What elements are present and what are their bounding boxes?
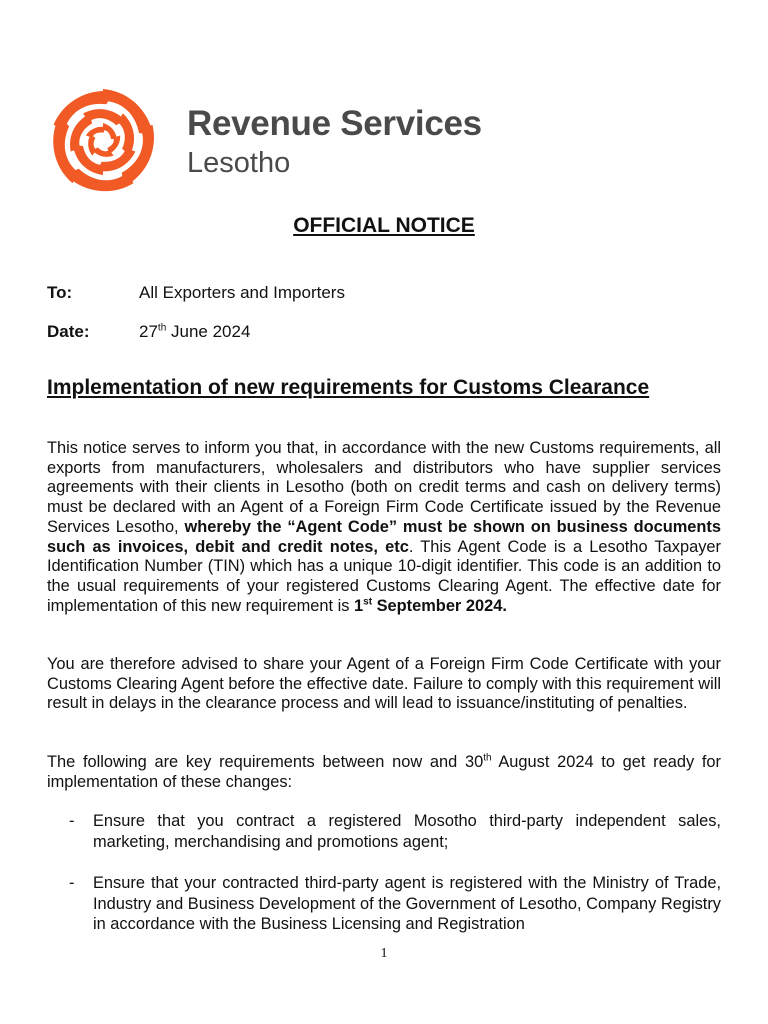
bullet-dash: -	[69, 812, 75, 830]
bullet-dash: -	[69, 874, 75, 892]
notice-heading: Implementation of new requirements for Customs Clearance	[47, 376, 650, 399]
list-item	[69, 873, 721, 935]
brand-name: Revenue Services	[187, 104, 482, 143]
to-label: To:	[47, 283, 73, 302]
paragraph-1: This notice serves to inform you that, in accordance with the new Customs requirements, all exports from manufacturers, wholesalers and distributors who have supplier services agreements with their clients in Lesotho (both on credit terms and cash on delivery terms) must be declared with an Agent of a Foreign Firm Code Certificate issued by the Revenue Services Lesotho, whereby the “Agent Code” must be shown on business documents such as invoices, debit and credit notes, etc. This Agent Code is a Lesotho Taxpayer Identification Number (TIN) which has a unique 10-digit identifier. This code is an addition to the usual requirements of your registered Customs Clearing Agent. The effective date for implementation of this new requirement is 1st September 2024.	[47, 439, 721, 615]
date-value: 27th June 2024	[139, 322, 251, 341]
paragraph-2: You are therefore advised to share your Agent of a Foreign Firm Code Certificate with your Customs Clearing Agent before the effective date. Failure to comply with this requirement will result in delays in the clearance process and will lead to issuance/instituting of penalties.	[47, 655, 721, 713]
brand-country: Lesotho	[187, 147, 291, 179]
bullet-text: Ensure that you contract a registered Mosotho third-party independent sales, marketing, merchandising and promotions agent;	[93, 812, 721, 851]
paragraph-3: The following are key requirements between now and 30th August 2024 to get ready for implementation of these changes:	[47, 752, 721, 791]
page-number: 1	[380, 946, 388, 961]
date-label: Date:	[47, 322, 90, 341]
notice-title: OFFICIAL NOTICE	[293, 214, 475, 237]
rsl-logo-icon	[44, 86, 162, 196]
brand-wordmark	[187, 104, 482, 180]
to-value: All Exporters and Importers	[139, 283, 345, 302]
bullet-text: Ensure that your contracted third-party agent is registered with the Ministry of Trade, Industry and Business Development of the Government of Lesotho, Company Registry in accordance with the Business Licensing and Registration	[93, 874, 721, 933]
list-item	[69, 811, 721, 852]
